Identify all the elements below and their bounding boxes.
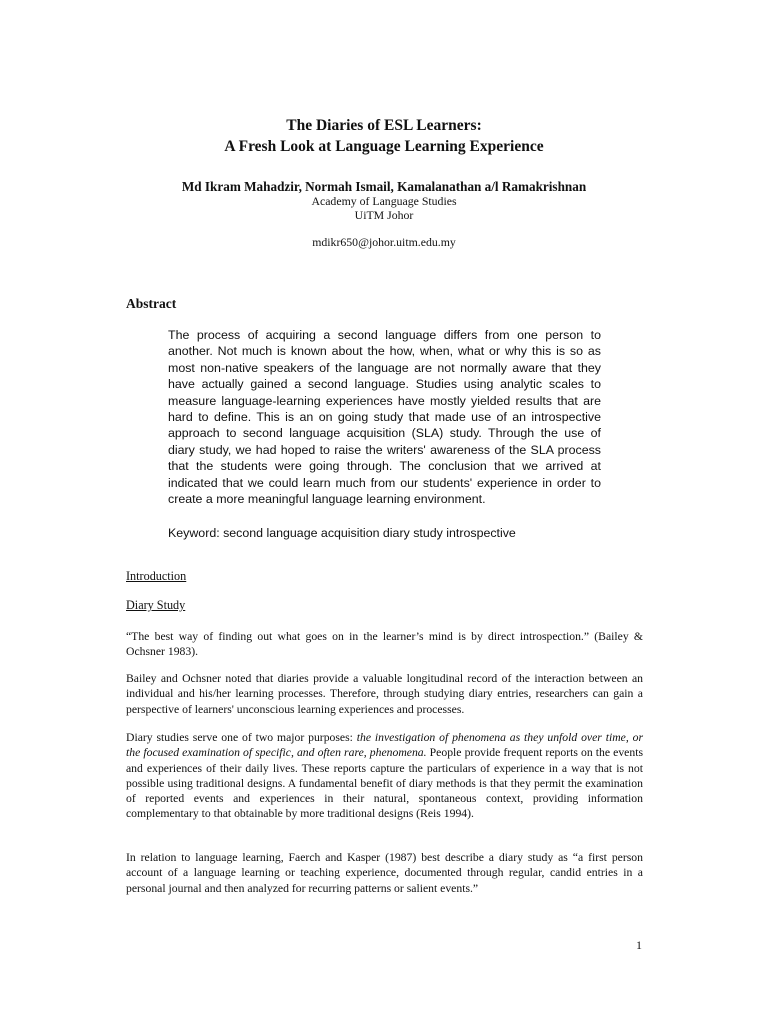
paragraph-faerch-kasper: In relation to language learning, Faerch and Kasper (1987) best describe a diary study as “a first person account of a language learning or teaching experience, documented through regular, candid entries in a personal journal and then analyzed for recurring patterns or salient events.”	[126, 851, 643, 895]
paragraph-bailey-ochsner: Bailey and Ochsner noted that diaries provide a valuable longitudinal record of the interaction between an individual and his/her learning processes. Therefore, through studying diary entries, researchers can gain a perspective of learners' unconscious learning experiences and processes.	[126, 672, 643, 716]
paragraph-diary-purposes-italic: the investigation of phenomena as they unfold over time, or the focused examination of specific, and often rare, phenomena.	[126, 731, 643, 760]
quote-paragraph: “The best way of finding out what goes on in the learner’s mind is by direct introspection.” (Bailey & Ochsner 1983).	[126, 630, 643, 659]
diary-study-heading: Diary Study	[126, 598, 186, 612]
paragraph-diary-purposes	[126, 730, 643, 822]
paragraph-diary-purposes-start: Diary studies serve one of two major purposes:	[126, 731, 357, 744]
title-line-2: A Fresh Look at Language Learning Experience	[224, 138, 544, 155]
affiliation-line-2: UiTM Johor	[354, 208, 414, 222]
paper-title	[0, 115, 768, 157]
abstract-heading: Abstract	[126, 296, 177, 311]
title-line-1: The Diaries of ESL Learners:	[286, 117, 482, 134]
author-email: mdikr650@johor.uitm.edu.my	[312, 235, 456, 249]
page-number: 1	[636, 938, 642, 952]
introduction-heading: Introduction	[126, 569, 187, 583]
paragraph-diary-purposes-end: People provide frequent reports on the events and experiences of their daily lives. These reports capture the particulars of experience in a way that is not possible using traditional designs. A fundamental benefit of diary methods is that they permit the examination of reported events and experiences in their natural, spontaneous context, providing information complementary to that obtainable by more traditional designs (Reis 1994).	[126, 746, 643, 821]
keywords: Keyword: second language acquisition diary study introspective	[168, 526, 516, 540]
author-list: Md Ikram Mahadzir, Normah Ismail, Kamalanathan a/l Ramakrishnan	[181, 179, 587, 194]
affiliation-line-1: Academy of Language Studies	[311, 194, 457, 208]
abstract-text: The process of acquiring a second language differs from one person to another. Not much is known about the how, when, what or why this is so as most non-native speakers of the language are not normally aware that they have actually gained a second language. Studies using analytic scales to measure language-learning experiences have mostly yielded results that are hard to define. This is an on going study that made use of an introspective approach to second language acquisition (SLA) study. Through the use of diary study, we had hoped to raise the writers' awareness of the SLA process that the students were going through. The conclusion that we arrived at indicated that we could learn much from our students' experience in order to create a more meaningful language learning environment.	[168, 328, 601, 507]
affiliation	[0, 194, 768, 222]
